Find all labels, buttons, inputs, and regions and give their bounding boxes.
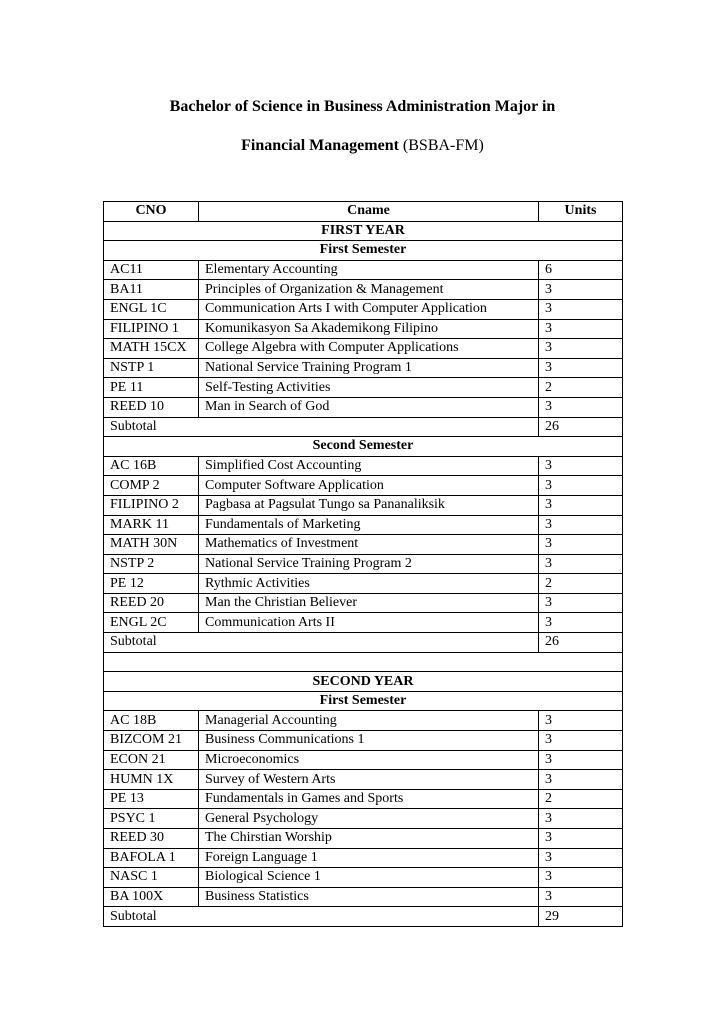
course-units: 3 [539, 887, 623, 907]
course-code: BAFOLA 1 [104, 848, 199, 868]
table-row [104, 456, 623, 476]
course-code: AC 16B [104, 456, 199, 476]
table-row [104, 339, 623, 359]
course-code: PSYC 1 [104, 809, 199, 829]
table-row [104, 731, 623, 751]
subtotal-units: 29 [539, 907, 623, 927]
course-name: Rythmic Activities [199, 574, 539, 594]
course-code: ECON 21 [104, 750, 199, 770]
subtotal-label: Subtotal [104, 633, 539, 653]
semester-heading: First Semester [104, 241, 623, 261]
course-name: Computer Software Application [199, 476, 539, 496]
course-name: General Psychology [199, 809, 539, 829]
course-units: 3 [539, 476, 623, 496]
course-name: Mathematics of Investment [199, 535, 539, 555]
table-row [104, 574, 623, 594]
course-units: 3 [539, 770, 623, 790]
course-units: 3 [539, 280, 623, 300]
course-name: Business Communications 1 [199, 731, 539, 751]
course-name: Biological Science 1 [199, 868, 539, 888]
table-row [104, 515, 623, 535]
header-cno: CNO [104, 202, 199, 222]
course-units: 2 [539, 574, 623, 594]
table-row [104, 887, 623, 907]
table-row [104, 476, 623, 496]
course-code: BIZCOM 21 [104, 731, 199, 751]
course-code: ENGL 1C [104, 299, 199, 319]
course-name: Business Statistics [199, 887, 539, 907]
course-units: 3 [539, 495, 623, 515]
course-code: REED 30 [104, 829, 199, 849]
course-units: 3 [539, 750, 623, 770]
course-name: Self-Testing Activities [199, 378, 539, 398]
subtotal-label: Subtotal [104, 417, 539, 437]
course-units: 3 [539, 868, 623, 888]
course-code: BA11 [104, 280, 199, 300]
course-units: 3 [539, 456, 623, 476]
course-code: ENGL 2C [104, 613, 199, 633]
course-name: Microeconomics [199, 750, 539, 770]
course-units: 3 [539, 731, 623, 751]
table-row [104, 554, 623, 574]
course-units: 3 [539, 299, 623, 319]
course-units: 6 [539, 260, 623, 280]
table-row [104, 299, 623, 319]
table-header-row [104, 202, 623, 222]
year-heading: FIRST YEAR [104, 221, 623, 241]
table-row [104, 260, 623, 280]
course-name: National Service Training Program 1 [199, 358, 539, 378]
year-heading-row [104, 672, 623, 692]
course-units: 3 [539, 593, 623, 613]
course-code: NSTP 1 [104, 358, 199, 378]
table-row [104, 535, 623, 555]
program-name: Financial Management [241, 137, 399, 154]
course-name: National Service Training Program 2 [199, 554, 539, 574]
course-units: 3 [539, 339, 623, 359]
course-code: FILIPINO 2 [104, 495, 199, 515]
table-row [104, 495, 623, 515]
course-name: Fundamentals of Marketing [199, 515, 539, 535]
course-name: Foreign Language 1 [199, 848, 539, 868]
table-row [104, 711, 623, 731]
course-code: PE 11 [104, 378, 199, 398]
table-row [104, 829, 623, 849]
semester-heading-row [104, 241, 623, 261]
course-name: Pagbasa at Pagsulat Tungo sa Pananaliksik [199, 495, 539, 515]
header-units: Units [539, 202, 623, 222]
course-name: Komunikasyon Sa Akademikong Filipino [199, 319, 539, 339]
spacer-cell [104, 652, 623, 672]
subtotal-label: Subtotal [104, 907, 539, 927]
course-name: Managerial Accounting [199, 711, 539, 731]
course-units: 3 [539, 829, 623, 849]
course-units: 2 [539, 789, 623, 809]
subtotal-row [104, 633, 623, 653]
course-units: 3 [539, 535, 623, 555]
table-row [104, 848, 623, 868]
course-code: NSTP 2 [104, 554, 199, 574]
table-row [104, 397, 623, 417]
table-row [104, 809, 623, 829]
table-row [104, 750, 623, 770]
table-row [104, 593, 623, 613]
course-code: MATH 15CX [104, 339, 199, 359]
course-code: FILIPINO 1 [104, 319, 199, 339]
course-units: 3 [539, 848, 623, 868]
course-code: NASC 1 [104, 868, 199, 888]
course-code: AC 18B [104, 711, 199, 731]
course-name: Man the Christian Believer [199, 593, 539, 613]
course-code: MATH 30N [104, 535, 199, 555]
course-units: 2 [539, 378, 623, 398]
table-row [104, 358, 623, 378]
course-units: 3 [539, 397, 623, 417]
course-units: 3 [539, 613, 623, 633]
course-code: MARK 11 [104, 515, 199, 535]
course-code: REED 20 [104, 593, 199, 613]
course-units: 3 [539, 554, 623, 574]
course-code: HUMN 1X [104, 770, 199, 790]
course-name: Simplified Cost Accounting [199, 456, 539, 476]
course-name: Communication Arts II [199, 613, 539, 633]
header-cname: Cname [199, 202, 539, 222]
subtotal-units: 26 [539, 417, 623, 437]
table-row [104, 770, 623, 790]
semester-heading: First Semester [104, 691, 623, 711]
course-units: 3 [539, 319, 623, 339]
semester-heading-row [104, 437, 623, 457]
course-units: 3 [539, 358, 623, 378]
course-name: Principles of Organization & Management [199, 280, 539, 300]
year-heading-row [104, 221, 623, 241]
table-row [104, 280, 623, 300]
document-title-line-2 [0, 136, 725, 156]
course-code: PE 12 [104, 574, 199, 594]
table-row [104, 868, 623, 888]
course-name: Man in Search of God [199, 397, 539, 417]
course-name: Fundamentals in Games and Sports [199, 789, 539, 809]
course-units: 3 [539, 809, 623, 829]
spacer-row [104, 652, 623, 672]
course-name: College Algebra with Computer Applications [199, 339, 539, 359]
course-units: 3 [539, 515, 623, 535]
subtotal-row [104, 907, 623, 927]
program-code: (BSBA-FM) [398, 137, 484, 154]
table-row [104, 378, 623, 398]
course-code: AC11 [104, 260, 199, 280]
course-name: The Chirstian Worship [199, 829, 539, 849]
table-row [104, 319, 623, 339]
semester-heading-row [104, 691, 623, 711]
course-code: BA 100X [104, 887, 199, 907]
semester-heading: Second Semester [104, 437, 623, 457]
year-heading: SECOND YEAR [104, 672, 623, 692]
document-title-line-1: Bachelor of Science in Business Administration Major in [169, 98, 556, 115]
curriculum-table [103, 201, 623, 927]
subtotal-units: 26 [539, 633, 623, 653]
course-name: Survey of Western Arts [199, 770, 539, 790]
course-code: PE 13 [104, 789, 199, 809]
subtotal-row [104, 417, 623, 437]
table-row [104, 789, 623, 809]
course-code: COMP 2 [104, 476, 199, 496]
course-name: Elementary Accounting [199, 260, 539, 280]
course-code: REED 10 [104, 397, 199, 417]
course-name: Communication Arts I with Computer Application [199, 299, 539, 319]
course-units: 3 [539, 711, 623, 731]
table-row [104, 613, 623, 633]
